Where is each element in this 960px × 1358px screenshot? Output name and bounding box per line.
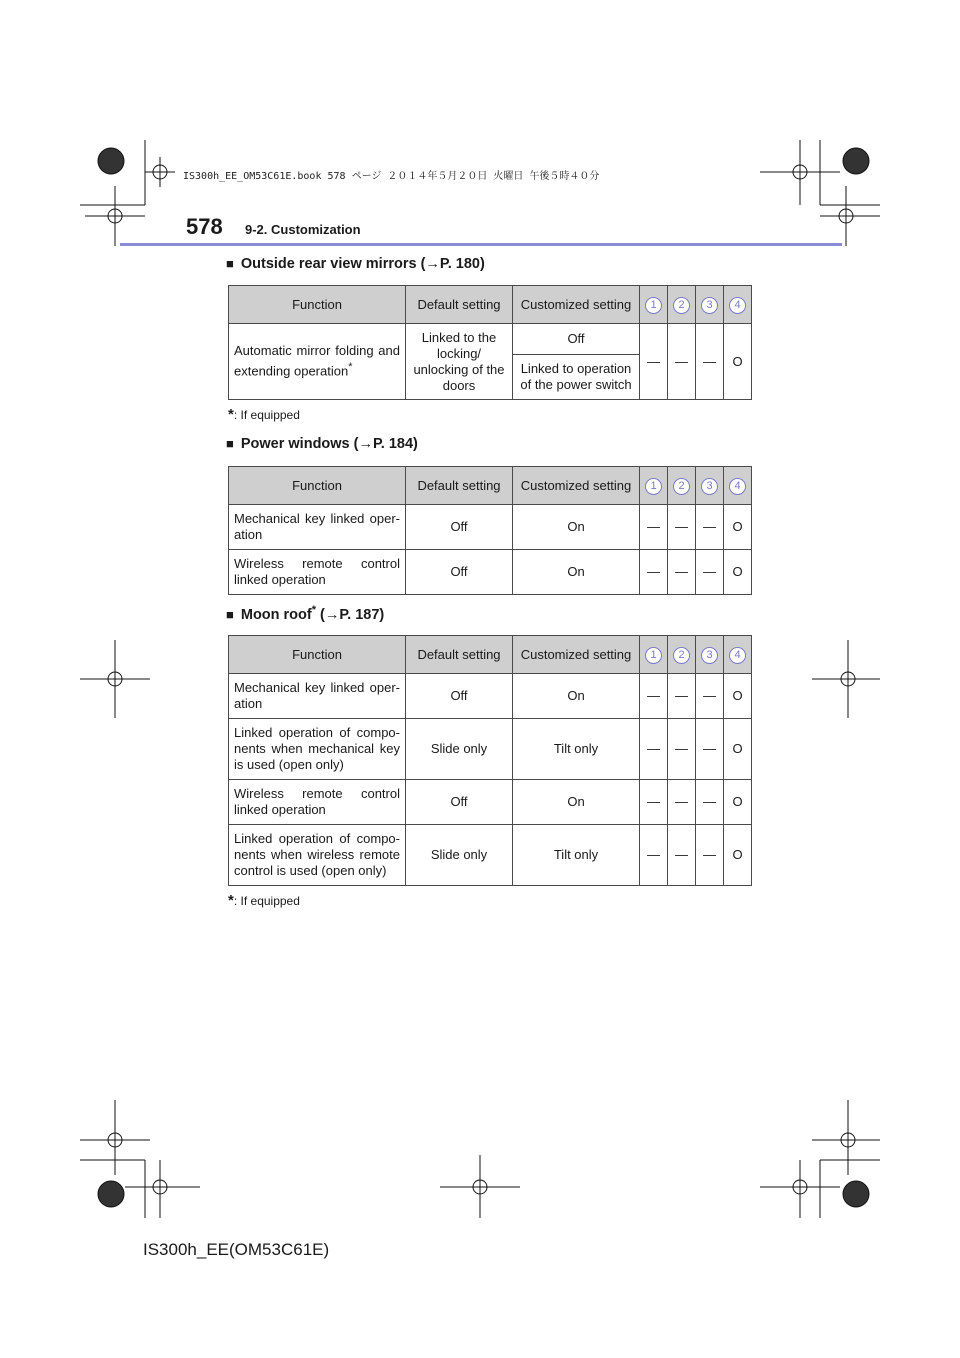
table-row: Linked operation of compo-nents when mechanical key is used (open only) Slide only Tilt only — — — O bbox=[229, 719, 752, 780]
table-header-row: Function Default setting Customized setting 1 2 3 4 bbox=[229, 636, 752, 674]
table-row: Wireless remote control linked operation Off On — — — O bbox=[229, 550, 752, 595]
num-3-icon: 3 bbox=[701, 647, 718, 664]
square-bullet-icon: ■ bbox=[226, 256, 234, 271]
table-header-row bbox=[229, 286, 752, 324]
function-text: Automatic mirror folding and extending operation bbox=[234, 343, 400, 379]
col-function: Function bbox=[229, 286, 406, 324]
print-info: IS300h_EE_OM53C61E.book 578 ページ ２０１４年５月２０日 火曜日 午後５時４０分 bbox=[183, 171, 600, 182]
chapter-title: 9-2. Customization bbox=[245, 222, 361, 237]
moonroof-table bbox=[228, 635, 752, 886]
square-bullet-icon: ■ bbox=[226, 436, 234, 451]
col-custom: Customized setting bbox=[513, 286, 640, 324]
page-number: 578 bbox=[186, 214, 223, 239]
num-3-icon: 3 bbox=[701, 478, 718, 495]
table-row: Wireless remote control linked operation Off On — — — O bbox=[229, 780, 752, 825]
num-2-icon: 2 bbox=[673, 478, 690, 495]
table-header-row: Function Default setting Customized setting 1 2 3 4 bbox=[229, 467, 752, 505]
num-1-icon: 1 bbox=[645, 478, 662, 495]
num-1-icon: 1 bbox=[645, 647, 662, 664]
header-rule bbox=[120, 243, 842, 246]
square-bullet-icon: ■ bbox=[226, 606, 234, 622]
mirrors-table bbox=[228, 285, 752, 400]
default-setting: Linked to the locking/ unlocking of the doors bbox=[406, 324, 513, 400]
star-mark: * bbox=[348, 361, 353, 374]
num-3-icon: 3 bbox=[701, 297, 718, 314]
num-4-icon: 4 bbox=[729, 297, 746, 314]
custom-setting-2: Linked to operation of the power switch bbox=[513, 355, 640, 400]
num-4-icon: 4 bbox=[729, 647, 746, 664]
col-default: Default setting bbox=[406, 286, 513, 324]
footnote-mirrors: *: If equipped bbox=[228, 406, 300, 423]
model-id: IS300h_EE(OM53C61E) bbox=[143, 1240, 330, 1259]
table-row: Mechanical key linked oper-ation Off On — — — O bbox=[229, 674, 752, 719]
table-row: Linked operation of compo-nents when wireless remote control is used (open only) Slide only Tilt only — — — O bbox=[229, 825, 752, 886]
num-4-icon: 4 bbox=[729, 478, 746, 495]
num-1-icon: 1 bbox=[645, 297, 662, 314]
num-2-icon: 2 bbox=[673, 647, 690, 664]
section-title-windows: ■ Power windows (→P. 184) bbox=[226, 436, 418, 452]
windows-table bbox=[228, 466, 752, 595]
footnote-moonroof: *: If equipped bbox=[228, 892, 300, 909]
table-row: Automatic mirror folding and extending operation* Linked to the locking/ unlocking of the doors Off — — — O bbox=[229, 324, 752, 355]
section-title-mirrors: ■ Outside rear view mirrors (→P. 180) bbox=[226, 256, 485, 272]
section-title-moonroof: ■ Moon roof* (→P. 187) bbox=[226, 604, 385, 623]
table-row: Mechanical key linked oper-ation Off On — — — O bbox=[229, 505, 752, 550]
num-2-icon: 2 bbox=[673, 297, 690, 314]
custom-setting-1: Off bbox=[513, 324, 640, 355]
